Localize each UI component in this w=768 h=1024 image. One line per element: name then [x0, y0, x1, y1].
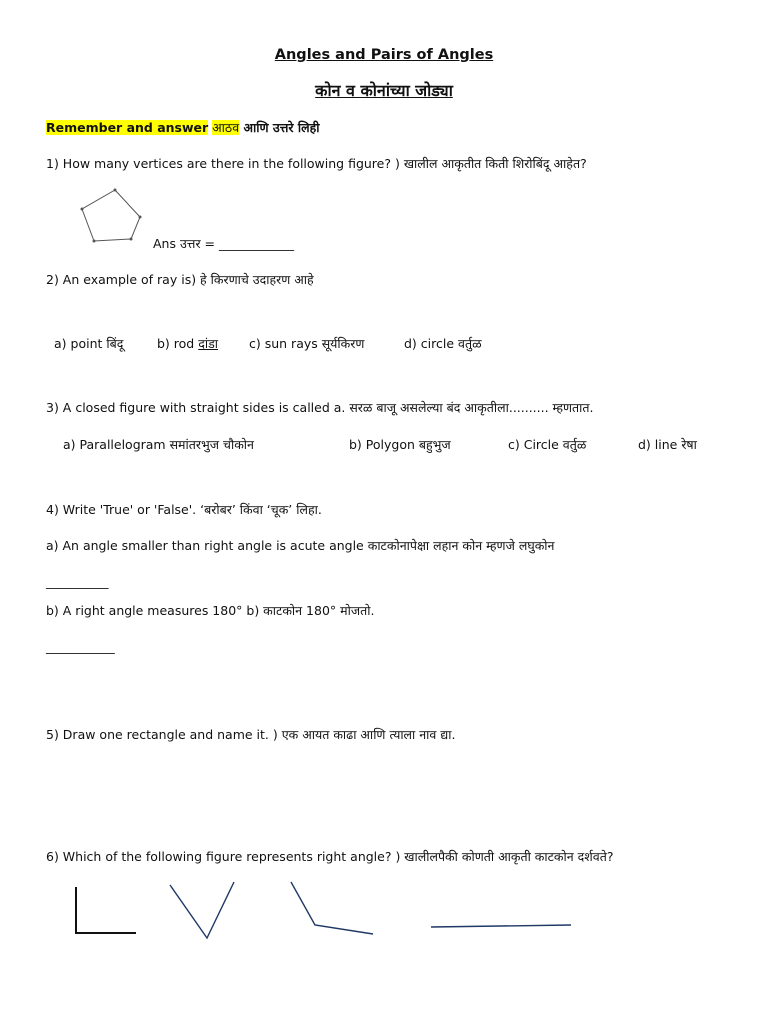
- title-mr: कोन व कोनांच्या जोड्या: [315, 81, 453, 100]
- instruction: [46, 120, 319, 136]
- question-1: 1) How many vertices are there in the following figure? ) खालील आकृतीत किती शिरोबिंदू आहेत?: [46, 156, 587, 171]
- q4-blank-b: ___________: [46, 639, 115, 654]
- acute-angle-figure: [170, 882, 234, 938]
- pentagon-figure: [76, 184, 156, 254]
- q4-statement-a: a) An angle smaller than right angle is acute angle काटकोनापेक्षा लहान कोन म्हणजे लघुकोन: [46, 538, 555, 553]
- question-3: 3) A closed figure with straight sides is called a. सरळ बाजू असलेल्या बंद आकृतीला.......... म्हणतात.: [46, 400, 594, 415]
- q2-option-b: [157, 336, 218, 352]
- question-4: 4) Write 'True' or 'False'. ‘बरोबर’ किंवा ‘चूक’ लिहा.: [46, 502, 322, 517]
- instruction-highlight: Remember and answer: [46, 120, 209, 135]
- question-5: 5) Draw one rectangle and name it. ) एक आयत काढा आणि त्याला नाव द्या.: [46, 727, 456, 742]
- q4-blank-a: __________: [46, 574, 109, 589]
- answer-line-1: Ans उत्तर = ____________: [153, 236, 294, 251]
- q2-option-b-label: b) rod: [157, 336, 199, 351]
- instruction-rest: आणि उत्तरे लिही: [239, 120, 320, 135]
- title-en: Angles and Pairs of Angles: [274, 47, 494, 63]
- angle-figures: [0, 875, 768, 955]
- obtuse-angle-figure: [291, 882, 373, 934]
- q3-option-c: c) Circle वर्तुळ: [508, 437, 587, 452]
- instruction-highlight-mr: आठव: [212, 120, 240, 135]
- q4-statement-b: b) A right angle measures 180° b) काटकोन 180° मोजतो.: [46, 603, 375, 618]
- question-2: 2) An example of ray is) हे किरणाचे उदाहरण आहे: [46, 272, 314, 287]
- right-angle-figure: [76, 887, 136, 933]
- question-6: 6) Which of the following figure represents right angle? ) खालीलपैकी कोणती आकृती काटकोन दर्शवते?: [46, 849, 614, 864]
- q2-option-b-mr: दांडा: [198, 336, 219, 351]
- q2-option-a: a) point बिंदू: [54, 336, 124, 351]
- q3-option-a: a) Parallelogram समांतरभुज चौकोन: [63, 437, 254, 452]
- q2-option-d: d) circle वर्तुळ: [404, 336, 482, 351]
- q2-option-c: c) sun rays सूर्यकिरण: [249, 336, 365, 351]
- straight-angle-figure: [431, 925, 571, 927]
- q3-option-d: d) line रेषा: [638, 437, 697, 452]
- q3-option-b: b) Polygon बहुभुज: [349, 437, 451, 452]
